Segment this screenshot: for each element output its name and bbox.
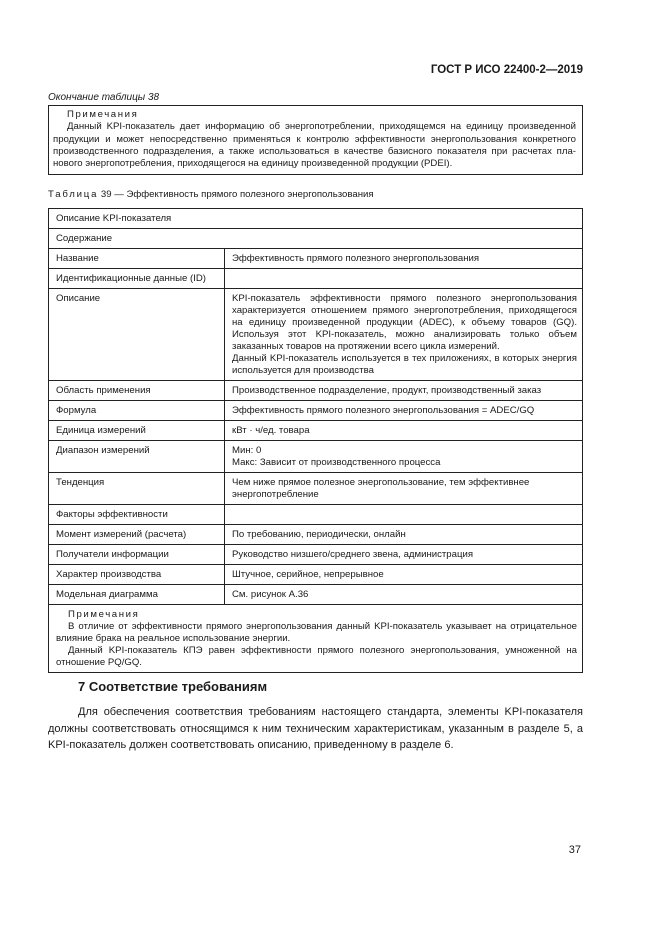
table-row: [49, 565, 583, 585]
row-label: Область применения: [49, 381, 225, 401]
row-label: Модельная диаграмма: [49, 585, 225, 605]
row-label: Диапазон измерений: [49, 441, 225, 473]
standard-header: ГОСТ Р ИСО 22400-2—2019: [430, 64, 583, 76]
row-value: [225, 441, 583, 473]
row-value: [225, 289, 583, 381]
row-label: Описание: [49, 289, 225, 381]
row-value: Руководство низшего/среднего звена, администрация: [225, 545, 583, 565]
table-row: [49, 249, 583, 269]
section-heading: 7 Соответствие требованиям: [78, 679, 268, 694]
row-value: [225, 505, 583, 525]
table-note-item: Данный KPI-показатель КПЭ равен эффективности прямого полезного энергопользования, умноженной на отношение PQ/GQ.: [56, 645, 577, 668]
table-caption-prefix: Таблица: [48, 189, 99, 200]
row-label: Получатели информации: [49, 545, 225, 565]
table-row: [49, 381, 583, 401]
table-row: [49, 289, 583, 381]
kpi-table: [48, 208, 583, 673]
row-label: Название: [49, 249, 225, 269]
note-title: Примечания: [67, 109, 139, 120]
table38-note: [48, 105, 583, 175]
table-header-cell: Описание KPI-показателя: [49, 209, 583, 229]
description-line: Данный KPI-показатель используется в тех приложениях, в которых энергия используется для производства: [232, 353, 577, 376]
note-text: Данный KPI-показатель дает информацию об энергопотреблении, приходящемся на единицу произведенной продукции и может непосредственно применяться к контролю эффективности энергопользования конкретного производственного подразделения, а также использоваться в качестве базисного показателя при расчетах пла- нового энергопотребления, приходящегося на единицу произведенной продукции (PDEI).: [53, 121, 576, 170]
table-header-row: [49, 209, 583, 229]
table-row: [49, 421, 583, 441]
row-value: Чем ниже прямое полезное энергопользование, тем эффективнее энергопотребление: [225, 473, 583, 505]
table-note-item: В отличие от эффективности прямого энергопользования данный KPI-показатель указывает на отрицательное влияние брака на реальное использование энергии.: [56, 621, 577, 644]
range-min: Мин: 0: [232, 445, 262, 456]
section-body: Для обеспечения соответствия требованиям настоящего стандарта, элементы KPI-показателя должны соответствовать относящимся к ним техническим характеристикам, указанным в разделе 5, а KPI-показатель должен соответствовать описанию, приведенному в разделе 6.: [48, 706, 583, 751]
table-row: [49, 585, 583, 605]
table-row: [49, 505, 583, 525]
table-caption-rest: 39 — Эффективность прямого полезного энергопользования: [100, 189, 374, 200]
row-label: Формула: [49, 401, 225, 421]
row-label: Характер производства: [49, 565, 225, 585]
row-label: Факторы эффективности: [49, 505, 225, 525]
row-value: [225, 269, 583, 289]
row-label: Момент измерений (расчета): [49, 525, 225, 545]
table-row: [49, 269, 583, 289]
table-row: [49, 473, 583, 505]
table-header-cell: Содержание: [49, 229, 583, 249]
row-label: Единица измерений: [49, 421, 225, 441]
row-value: кВт · ч/ед. товара: [225, 421, 583, 441]
row-value: Штучное, серийное, непрерывное: [225, 565, 583, 585]
row-value: По требованию, периодически, онлайн: [225, 525, 583, 545]
table-row: [49, 545, 583, 565]
table-continuation-label: Окончание таблицы 38: [48, 92, 160, 103]
table-row: [49, 525, 583, 545]
table-caption: [48, 189, 374, 200]
table-note-row: [49, 605, 583, 673]
row-label: Тенденция: [49, 473, 225, 505]
description-line: KPI-показатель эффективности прямого полезного энергопользования характеризуется отношением прямого энергопотребления, приходящегося на единицу произведенной продукции (ADEC), к объему товаров (GQ). Используя этот KPI-показатель, можно анализировать только объем заказанных товаров на протяжении всего цикла измерений.: [232, 293, 577, 352]
table-row: [49, 401, 583, 421]
row-value: Эффективность прямого полезного энергопользования = ADEC/GQ: [225, 401, 583, 421]
table-note-title: Примечания: [68, 609, 140, 620]
table-note-cell: [49, 605, 583, 673]
page-number: 37: [568, 844, 581, 856]
table-row: [49, 441, 583, 473]
table-header-row: [49, 229, 583, 249]
row-label: Идентификационные данные (ID): [49, 269, 225, 289]
row-value: См. рисунок А.36: [225, 585, 583, 605]
range-max: Макс: Зависит от производственного процесса: [232, 457, 441, 468]
row-value: Эффективность прямого полезного энергопользования: [225, 249, 583, 269]
row-value: Производственное подразделение, продукт, производственный заказ: [225, 381, 583, 401]
